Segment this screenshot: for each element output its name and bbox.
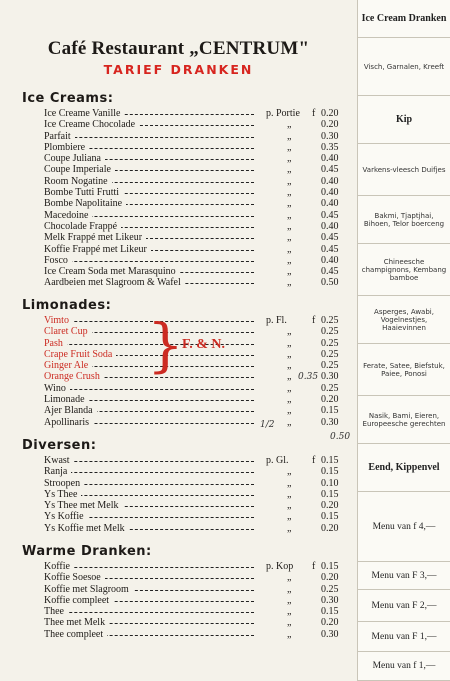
menu-item-row bbox=[22, 606, 352, 617]
menu-item-row bbox=[22, 326, 352, 337]
item-price: 0.40 bbox=[321, 153, 339, 165]
item-name: Kwast bbox=[44, 455, 74, 466]
menu-item-row bbox=[22, 478, 352, 489]
item-price: 0.25 bbox=[321, 583, 339, 595]
item-price: 0.45 bbox=[321, 243, 339, 255]
florin-sign: f bbox=[312, 455, 316, 466]
item-price: 0.25 bbox=[321, 337, 339, 349]
ditto-mark: „ bbox=[287, 254, 292, 266]
ditto-mark: „ bbox=[287, 382, 292, 394]
item-price: 0.20 bbox=[321, 617, 339, 629]
ditto-mark: „ bbox=[287, 511, 292, 523]
leader-dashes bbox=[44, 137, 254, 138]
item-price: 0.40 bbox=[321, 198, 339, 210]
item-price: 0.20 bbox=[321, 572, 339, 584]
ditto-mark: „ bbox=[287, 348, 292, 360]
menu-item-row bbox=[22, 255, 352, 266]
item-name: Claret Cup bbox=[44, 326, 92, 337]
item-name: Aardbeien met Slagroom & Wafel bbox=[44, 277, 185, 288]
unit-label: p. Gl. bbox=[266, 455, 289, 466]
ditto-mark: „ bbox=[287, 153, 292, 165]
item-name: Ice Creame Vanille bbox=[44, 108, 124, 119]
item-name: Orange Crush bbox=[44, 371, 104, 382]
menu-item-row bbox=[22, 119, 352, 130]
menu-item-row bbox=[22, 176, 352, 187]
item-price: 0.40 bbox=[321, 220, 339, 232]
menu-item-row bbox=[22, 511, 352, 522]
item-name: Ice Cream Soda met Marasquino bbox=[44, 266, 180, 277]
index-tab[interactable]: Asperges, Awabi, Vogelnestjes, Haaievinnen bbox=[357, 296, 450, 344]
ditto-mark: „ bbox=[287, 232, 292, 244]
item-name: Melk Frappé met Likeur bbox=[44, 232, 146, 243]
handwritten-note: 0.50 bbox=[330, 432, 351, 442]
menu-item-row bbox=[22, 595, 352, 606]
item-name: Bombe Tutti Frutti bbox=[44, 187, 123, 198]
item-price: 0.20 bbox=[321, 500, 339, 512]
item-name: Plombiere bbox=[44, 142, 89, 153]
index-tab[interactable]: Menu van F 3,— bbox=[357, 562, 450, 590]
menu-item-row bbox=[22, 584, 352, 595]
item-price: 0.25 bbox=[321, 326, 339, 338]
item-name: Thee bbox=[44, 606, 68, 617]
section-title: Diversen: bbox=[22, 438, 97, 453]
item-name: Ys Thee met Melk bbox=[44, 500, 123, 511]
item-price: 0.15 bbox=[321, 455, 339, 466]
ditto-mark: „ bbox=[287, 119, 292, 131]
ditto-mark: „ bbox=[287, 405, 292, 417]
item-price: 0.15 bbox=[321, 561, 339, 572]
menu-item-row bbox=[22, 417, 352, 428]
index-tabs bbox=[357, 0, 450, 681]
ditto-mark: „ bbox=[287, 522, 292, 534]
index-tab[interactable]: Varkens-vleesch Duifjes bbox=[357, 144, 450, 196]
item-price: 0.15 bbox=[321, 511, 339, 523]
ditto-mark: „ bbox=[287, 477, 292, 489]
index-tab[interactable]: Menu van F 2,— bbox=[357, 590, 450, 622]
florin-sign: f bbox=[312, 315, 316, 326]
menu-item-row bbox=[22, 500, 352, 511]
ditto-mark: „ bbox=[287, 606, 292, 618]
item-price: 0.30 bbox=[321, 628, 339, 640]
item-price: 0.40 bbox=[321, 187, 339, 199]
item-name: Limonade bbox=[44, 394, 89, 405]
florin-sign: f bbox=[312, 108, 316, 119]
item-name: Thee met Melk bbox=[44, 617, 109, 628]
item-name: Room Nogatine bbox=[44, 176, 112, 187]
brace-icon: } bbox=[147, 311, 184, 379]
section-2 bbox=[22, 437, 352, 534]
unit-label: p. Fl. bbox=[266, 315, 287, 326]
leader-dashes bbox=[44, 461, 254, 462]
item-price: 0.15 bbox=[321, 606, 339, 618]
item-name: Koffie Soesoe bbox=[44, 572, 105, 583]
item-price: 0.15 bbox=[321, 405, 339, 417]
item-price: 0.45 bbox=[321, 266, 339, 278]
item-name: Pash bbox=[44, 338, 67, 349]
menu-item-row bbox=[22, 315, 352, 326]
item-name: Koffie bbox=[44, 561, 74, 572]
menu-item-row bbox=[22, 210, 352, 221]
item-name: Koffie met Slagroom bbox=[44, 584, 133, 595]
item-name: Coupe Imperiale bbox=[44, 164, 115, 175]
item-name: Apollinaris bbox=[44, 417, 93, 428]
item-name: Koffie Frappé met Likeur bbox=[44, 244, 151, 255]
ditto-mark: „ bbox=[287, 583, 292, 595]
menu-item-row bbox=[22, 455, 352, 466]
menu-item-row bbox=[22, 572, 352, 583]
ditto-mark: „ bbox=[287, 175, 292, 187]
menu-item-row bbox=[22, 266, 352, 277]
leader-dashes bbox=[44, 261, 254, 262]
index-tab[interactable]: Chineesche champignons, Kembang bamboe bbox=[357, 244, 450, 296]
ditto-mark: „ bbox=[287, 337, 292, 349]
ditto-mark: „ bbox=[287, 488, 292, 500]
section-1 bbox=[22, 297, 352, 428]
menu-item-row bbox=[22, 383, 352, 394]
menu-item-row bbox=[22, 244, 352, 255]
item-price: 0.20 bbox=[321, 119, 339, 131]
ditto-mark: „ bbox=[287, 416, 292, 428]
ditto-mark: „ bbox=[287, 572, 292, 584]
menu-item-row bbox=[22, 561, 352, 572]
ditto-mark: „ bbox=[287, 277, 292, 289]
item-price: 0.30 bbox=[321, 594, 339, 606]
item-price: 0.15 bbox=[321, 488, 339, 500]
item-name: Vimto bbox=[44, 315, 73, 326]
ditto-mark: „ bbox=[287, 394, 292, 406]
item-price: 0.20 bbox=[321, 522, 339, 534]
item-price: 0.20 bbox=[321, 108, 339, 119]
item-price: 0.25 bbox=[321, 348, 339, 360]
index-tab[interactable]: Menu van F 1,— bbox=[357, 622, 450, 652]
section-3 bbox=[22, 543, 352, 640]
index-tab[interactable]: Ice Cream Dranken bbox=[357, 0, 450, 38]
menu-item-row bbox=[22, 405, 352, 416]
menu-item-row bbox=[22, 108, 352, 119]
menu-item-row bbox=[22, 221, 352, 232]
leader-dashes bbox=[44, 567, 254, 568]
section-0 bbox=[22, 90, 352, 289]
index-tab[interactable]: Ferate, Satee, Biefstuk, Paiee, Ponosi bbox=[357, 344, 450, 396]
ditto-mark: „ bbox=[287, 594, 292, 606]
item-name: Coupe Juliana bbox=[44, 153, 105, 164]
ditto-mark: „ bbox=[287, 130, 292, 142]
handwritten-note: 1/2 bbox=[260, 420, 275, 430]
index-tab[interactable]: Nasik, Bami, Eieren, Europeesche gerechten bbox=[357, 396, 450, 444]
index-tab[interactable]: Menu van f 4,— bbox=[357, 492, 450, 562]
item-name: Stroopen bbox=[44, 478, 84, 489]
menu-item-row bbox=[22, 277, 352, 288]
ditto-mark: „ bbox=[287, 360, 292, 372]
ditto-mark: „ bbox=[287, 141, 292, 153]
index-tab[interactable]: Eend, Kippenvel bbox=[357, 444, 450, 492]
item-price: 0.35 bbox=[321, 141, 339, 153]
item-price: 0.40 bbox=[321, 175, 339, 187]
menu-item-row bbox=[22, 164, 352, 175]
item-price: 0.25 bbox=[321, 382, 339, 394]
page-title: Café Restaurant „CENTRUM" bbox=[47, 38, 310, 59]
ditto-mark: „ bbox=[287, 371, 292, 383]
menu-item-row bbox=[22, 394, 352, 405]
item-price: 0.50 bbox=[321, 277, 339, 289]
index-tab[interactable]: Visch, Garnalen, Kreeft bbox=[357, 38, 450, 96]
index-tab[interactable]: Menu van f 1,— bbox=[357, 652, 450, 681]
menu-item-row bbox=[22, 131, 352, 142]
item-price: 0.25 bbox=[321, 360, 339, 372]
item-name: Ys Koffie met Melk bbox=[44, 523, 129, 534]
item-name: Ajer Blanda bbox=[44, 405, 97, 416]
ditto-mark: „ bbox=[287, 164, 292, 176]
menu-item-row bbox=[22, 617, 352, 628]
ditto-mark: „ bbox=[287, 187, 292, 199]
item-price: 0.30 bbox=[321, 130, 339, 142]
section-title: Warme Dranken: bbox=[22, 544, 152, 559]
menu-item-row bbox=[22, 142, 352, 153]
item-name: Thee compleet bbox=[44, 629, 107, 640]
item-name: Crape Fruit Soda bbox=[44, 349, 116, 360]
item-price: 0.15 bbox=[321, 466, 339, 478]
item-name: Ys Thee bbox=[44, 489, 81, 500]
item-price: 0.10 bbox=[321, 477, 339, 489]
menu-item-row bbox=[22, 232, 352, 243]
item-name: Ginger Ale bbox=[44, 360, 92, 371]
ditto-mark: „ bbox=[287, 266, 292, 278]
menu-item-row bbox=[22, 187, 352, 198]
ditto-mark: „ bbox=[287, 220, 292, 232]
section-title: Limonades: bbox=[22, 298, 112, 313]
item-price: 0.25 bbox=[321, 315, 339, 326]
ditto-mark: „ bbox=[287, 500, 292, 512]
item-name: Ice Creame Chocolade bbox=[44, 119, 139, 130]
item-price: 0.45 bbox=[321, 209, 339, 221]
menu-item-row bbox=[22, 466, 352, 477]
item-price: 0.20 bbox=[321, 394, 339, 406]
item-price: 0.30 bbox=[321, 416, 339, 428]
item-price: 0.40 bbox=[321, 254, 339, 266]
unit-label: p. Kop bbox=[266, 561, 294, 572]
page-subtitle: TARIEF DRANKEN bbox=[103, 62, 254, 77]
menu-item-row bbox=[22, 489, 352, 500]
leader-dashes bbox=[44, 612, 254, 613]
ditto-mark: „ bbox=[287, 617, 292, 629]
ditto-mark: „ bbox=[287, 198, 292, 210]
section-title: Ice Creams: bbox=[22, 91, 114, 106]
leader-dashes bbox=[44, 472, 254, 473]
item-price: 0.30 bbox=[321, 371, 339, 383]
index-tab[interactable]: Bakmi, Tjaptjhai, Bihoen, Telor boerceng bbox=[357, 196, 450, 244]
ditto-mark: „ bbox=[287, 209, 292, 221]
unit-label: p. Portie bbox=[266, 108, 300, 119]
ditto-mark: „ bbox=[287, 628, 292, 640]
menu-item-row bbox=[22, 153, 352, 164]
menu-item-row bbox=[22, 360, 352, 371]
item-name: Ranja bbox=[44, 466, 71, 477]
item-name: Fosco bbox=[44, 255, 72, 266]
ditto-mark: „ bbox=[287, 326, 292, 338]
item-name: Wino bbox=[44, 383, 70, 394]
ditto-mark: „ bbox=[287, 466, 292, 478]
item-name: Macedoine bbox=[44, 210, 92, 221]
item-name: Bombe Napolitaine bbox=[44, 198, 126, 209]
florin-sign: f bbox=[312, 561, 316, 572]
item-name: Koffie compleet bbox=[44, 595, 113, 606]
brace-label: F. & N. bbox=[182, 337, 226, 352]
item-price: 0.45 bbox=[321, 232, 339, 244]
item-name: Parfait bbox=[44, 131, 75, 142]
leader-dashes bbox=[44, 389, 254, 390]
handwritten-note: 0.35 bbox=[298, 372, 319, 382]
item-price: 0.45 bbox=[321, 164, 339, 176]
ditto-mark: „ bbox=[287, 243, 292, 255]
index-tab[interactable]: Kip bbox=[357, 96, 450, 144]
menu-item-row bbox=[22, 198, 352, 209]
menu-item-row bbox=[22, 523, 352, 534]
menu-item-row bbox=[22, 629, 352, 640]
item-name: Chocolade Frappé bbox=[44, 221, 121, 232]
item-name: Ys Koffie bbox=[44, 511, 88, 522]
